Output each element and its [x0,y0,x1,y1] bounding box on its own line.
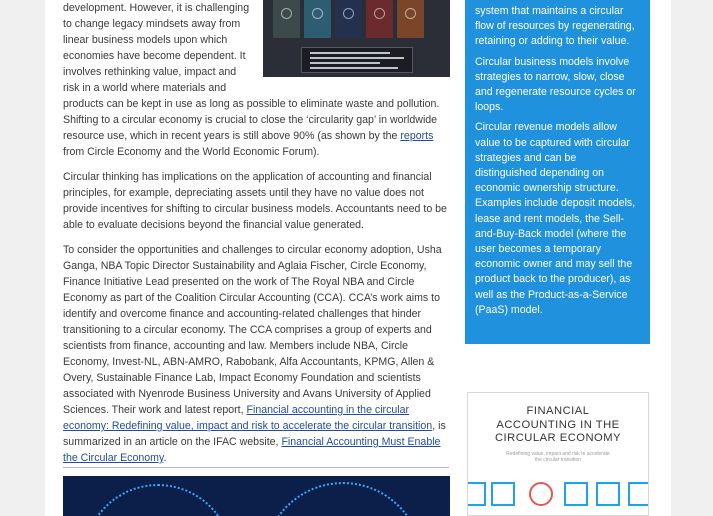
cca-text-mid: , is summarized in an article on the IFAC website, [63,420,446,448]
report-cover [304,0,331,38]
report-subtitle-line: the circular transition [534,456,582,463]
report-cover [366,0,393,38]
caption-line [310,67,398,69]
report-cover-card[interactable] [467,392,649,516]
caption-line [310,57,404,59]
report-subtitle-line: Redefining value, impact and risk to accelerate [506,450,610,457]
sidebar-paragraph: system that maintains a circular flow of resources by regenerating, retaining or adding to their value. [475,5,635,48]
square-shape [491,482,515,506]
report-subtitle [468,451,648,463]
intro-line: development. However, it is challenging [63,2,250,14]
report-cover [335,0,362,38]
intro-line: to change legacy mindsets away from [63,18,241,30]
cover-graphic [343,8,354,19]
report-cover [273,0,300,38]
square-shape [467,482,486,506]
report-title-line: FINANCIAL [526,405,590,417]
article-page [45,0,671,516]
cca-text: To consider the opportunities and challenges to circular economy adoption, Usha Ganga, NBA Topic Director Sustainability and Aglaia Fischer, Circle Economy, Finance Initiative Lead presented on the work of The Royal NBA and Circle Economy as part of the Coalition Circular Accounting (CCA). CCA’s work aims to identify and overcome finance and accounting-related challenges that hinder transitioning to a circular economy. The CCA comprises a group of experts and scientists from finance, accounting and law. Members include NBA, Circle Economy, Invest-NL, ABN-AMRO, Rabobank, Alfa Accountants, KPMG, Allen & Overy, Sustainable Finance Lab, Impact Economy Foundation and scientists associated with Nyenrode Business University and Avans University of Applied Sciences. Their work and latest report, [63,244,442,416]
square-shape [564,482,588,506]
square-shape [596,482,620,506]
photo-caption-card [301,47,413,73]
cover-graphic [374,8,385,19]
globe-graphic [263,482,423,516]
intro-text-end: from Circle Economy and the World Economic Forum). [63,146,320,158]
caption-line [310,62,380,64]
reports-link[interactable]: reports [400,130,434,142]
ifac-article-link[interactable]: Financial Accounting Must Enable the Circular Economy [63,436,441,464]
cover-graphic [281,8,292,19]
report-link[interactable]: Financial accounting in the circular economy: Redefining value, impact and risk to accelerate the circular transition [63,404,433,432]
cca-text-end: . [163,452,167,464]
intro-wrapped-lines [63,0,253,96]
section-divider [63,467,449,468]
report-title-line: CIRCULAR ECONOMY [494,432,622,444]
accounting-paragraph: Circular thinking has implications on the application of accounting and financial principles, for example, depreciating assets until they have no value does not provide incentives for shifting to circular business models. Accountants need to be able to evaluate decisions beyond the financial value generated. [63,171,447,231]
report-title-line: ACCOUNTING IN THE [496,418,620,431]
sidebar-paragraph: Circular business models involve strategies to narrow, slow, close and regenerate resource cycles or loops. [475,55,636,114]
intro-line: linear business models upon which [63,34,228,46]
sidebar-paragraph: Circular revenue models allow value to be captured with circular strategies and can be distinguished depending on economic ownership structure. Examples include deposit models, lease and rent models, the Sell-and-Buy-Back model (where the user becomes a temporary economic owner and may sell the product back to the producer), as well as the Product-as-a-Service (PaaS) model. [475,121,636,316]
intro-text: products can be kept in use as long as possible to eliminate waste and pollution. Shifting to a circular economy is crucial to close the ‘circularity gap’ in worldwide resource use, which in recent years is still above 90% (as shown by the [63,98,440,142]
caption-line [310,52,390,54]
square-shape [628,482,649,506]
cover-graphic [405,8,416,19]
reports-photo [263,0,450,77]
cover-graphic [312,8,323,19]
globe-image [63,476,450,516]
intro-line: risk in a world where materials and [63,82,227,94]
definitions-sidebar [465,0,650,344]
circle-shape [529,482,553,506]
intro-line: involves rethinking value, impact and [63,66,237,78]
cca-paragraph [63,242,447,466]
report-title [468,405,648,446]
intro-line: economies have become dependent. It [63,50,246,62]
globe-graphic [83,484,233,516]
report-cover [397,0,424,38]
